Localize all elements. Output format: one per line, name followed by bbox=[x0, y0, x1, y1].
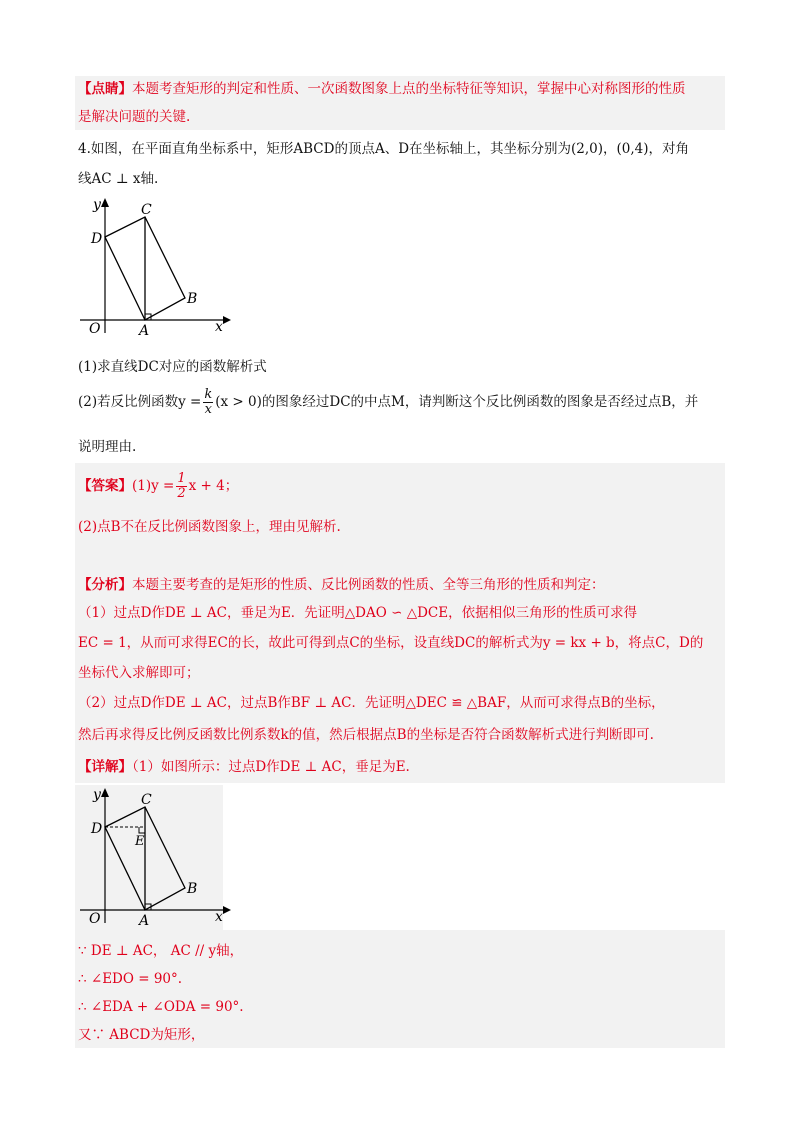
fraction-one-half: $\frac{1}{2}$ bbox=[177, 471, 186, 501]
note-tag: 【点睛】 bbox=[78, 81, 132, 97]
proof-line-1: ∵ DE ⊥ AC， AC // y轴， bbox=[78, 943, 244, 959]
label-b: B bbox=[187, 881, 198, 897]
note-line-2: 是解决问题的关键. bbox=[78, 109, 191, 125]
figure-1 bbox=[75, 195, 235, 340]
label-a: A bbox=[139, 913, 150, 929]
proof-line-2: ∴ ∠EDO = 90°. bbox=[78, 971, 183, 987]
question-part-1: (1)求直线DC对应的函数解析式 bbox=[78, 359, 267, 375]
figure-2 bbox=[75, 785, 235, 930]
analysis-tag: 【分析】 bbox=[78, 577, 132, 593]
label-e: E bbox=[135, 834, 145, 849]
fraction-k-over-x: $\frac{k}{x}$ bbox=[204, 387, 213, 417]
y-axis-arrow bbox=[101, 788, 109, 797]
answer-line-2: (2)点B不在反比例函数图象上，理由见解析. bbox=[78, 519, 341, 535]
label-y: y bbox=[93, 787, 101, 803]
proof-line-4: 又∵ ABCD为矩形， bbox=[78, 1027, 205, 1043]
question-line-2: 线AC ⊥ x轴. bbox=[78, 171, 159, 187]
label-y: y bbox=[93, 197, 101, 213]
label-d: D bbox=[91, 821, 103, 837]
question-part-2-cont: 说明理由. bbox=[78, 439, 137, 455]
y-axis-arrow bbox=[101, 198, 109, 207]
answer-line-1: 【答案】(1)y = $\frac{1}{2}$ x + 4； bbox=[78, 471, 239, 501]
label-c: C bbox=[141, 792, 152, 808]
right-angle-mark-e bbox=[139, 827, 145, 833]
analysis-line-3: EC = 1，从而可求得EC的长，故此可得到点C的坐标，设直线DC的解析式为y = kx + b，将点C，D的 bbox=[78, 635, 704, 651]
detail-line-1: 【详解】（1）如图所示：过点D作DE ⊥ AC，垂足为E. bbox=[78, 759, 410, 775]
x-axis-arrow bbox=[223, 316, 231, 324]
analysis-line-5: （2）过点D作DE ⊥ AC，过点B作BF ⊥ AC．先证明△DEC ≌ △BAF，从而可求得点B的坐标， bbox=[78, 695, 665, 711]
question-line-1: 4.如图，在平面直角坐标系中，矩形ABCD的顶点A、D在坐标轴上，其坐标分别为(2,0)，(0,4)，对角 bbox=[78, 141, 690, 157]
analysis-line-4: 坐标代入求解即可； bbox=[78, 665, 200, 681]
label-a: A bbox=[139, 323, 150, 339]
note-line-1: 【点睛】本题考查矩形的判定和性质、一次函数图象上点的坐标特征等知识，掌握中心对称图形的性质 bbox=[78, 81, 686, 97]
detail-tag: 【详解】 bbox=[78, 759, 132, 775]
question-part-2: (2)若反比例函数y = $\frac{k}{x}$ (x > 0)的图象经过DC的中点M，请判断这个反比例函数的图象是否经过点B，并 bbox=[78, 387, 699, 417]
analysis-line-6: 然后再求得反比例反函数比例系数k的值，然后根据点B的坐标是否符合函数解析式进行判断即可. bbox=[78, 727, 654, 743]
analysis-line-1: 【分析】本题主要考查的是矩形的性质、反比例函数的性质、全等三角形的性质和判定： bbox=[78, 577, 605, 593]
label-x: x bbox=[215, 319, 223, 335]
label-x: x bbox=[215, 909, 223, 925]
label-o: O bbox=[89, 321, 101, 337]
label-d: D bbox=[91, 231, 103, 247]
label-c: C bbox=[141, 202, 152, 218]
x-axis-arrow bbox=[223, 906, 231, 914]
proof-line-3: ∴ ∠EDA + ∠ODA = 90°. bbox=[78, 999, 244, 1015]
label-o: O bbox=[89, 911, 101, 927]
answer-tag: 【答案】 bbox=[78, 478, 132, 494]
label-b: B bbox=[187, 291, 198, 307]
analysis-line-2: （1）过点D作DE ⊥ AC，垂足为E．先证明△DAO ∽ △DCE，依据相似三角形的性质可求得 bbox=[78, 605, 638, 621]
